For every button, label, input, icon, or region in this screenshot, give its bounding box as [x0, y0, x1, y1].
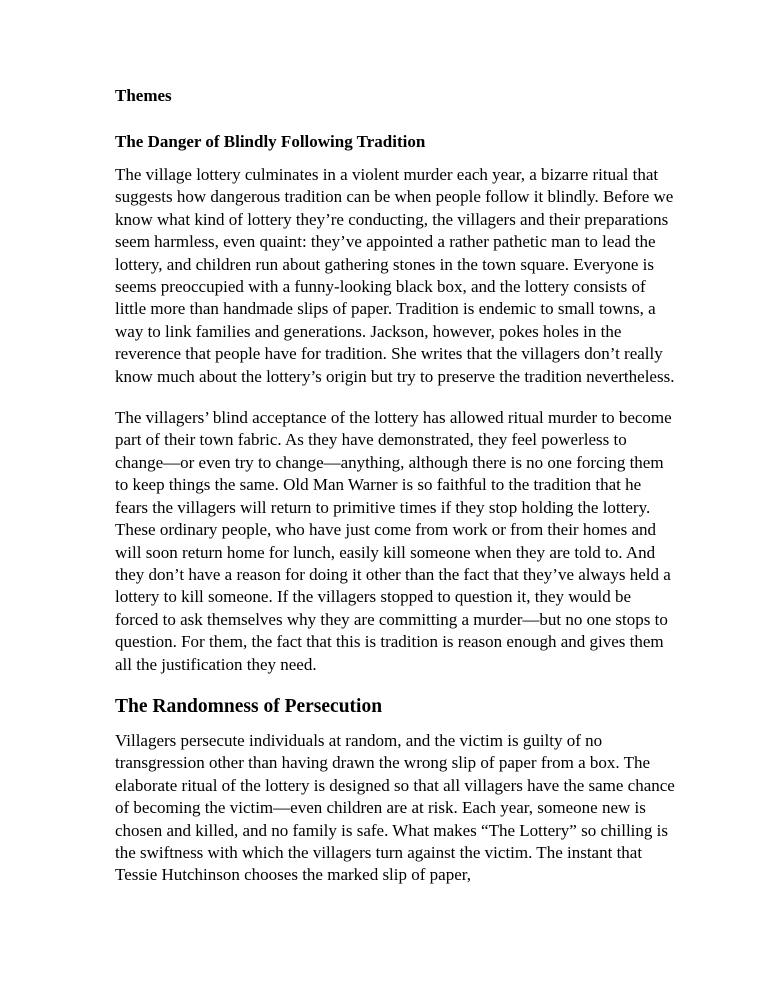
document-content [115, 84, 675, 887]
paragraph: The villagers’ blind acceptance of the lottery has allowed ritual murder to become part of their town fabric. As they have demonstrated, they feel powerless to change—or even try to change—anything, although there is no one forcing them to keep things the same. Old Man Warner is so faithful to the tradition that he fears the villagers will return to primitive times if they stop holding the lottery. These ordinary people, who have just come from work or from their homes and will soon return home for lunch, easily kill someone when they are told to. And they don’t have a reason for doing it other than the fact that they’ve always held a lottery to kill someone. If the villagers stopped to question it, they would be forced to ask themselves why they are committing a murder—but no one stops to question. For them, the fact that this is tradition is reason enough and gives them all the justification they need. [115, 408, 672, 674]
document-heading: Themes [115, 86, 172, 105]
section-title-tradition: The Danger of Blindly Following Tradition [115, 132, 426, 151]
paragraph: The village lottery culminates in a violent murder each year, a bizarre ritual that suggests how dangerous tradition can be when people follow it blindly. Before we know what kind of lottery they’re conducting, the villagers and their preparations seem harmless, even quaint: they’ve appointed a rather pathetic man to lead the lottery, and children run about gathering stones in the town square. Everyone is seems preoccupied with a funny-looking black box, and the lottery consists of little more than handmade slips of paper. Tradition is endemic to small towns, a way to link families and generations. Jackson, however, pokes holes in the reverence that people have for tradition. She writes that the villagers don’t really know much about the lottery’s origin but try to preserve the tradition nevertheless. [115, 165, 675, 386]
paragraph: Villagers persecute individuals at random, and the victim is guilty of no transgression other than having drawn the wrong slip of paper from a box. The elaborate ritual of the lottery is designed so that all villagers have the same chance of becoming the victim—even children are at risk. Each year, someone new is chosen and killed, and no family is safe. What makes “The Lottery” so chilling is the swiftness with which the villagers turn against the victim. The instant that Tessie Hutchinson chooses the marked slip of paper, [115, 730, 675, 885]
section-title-persecution: The Randomness of Persecution [115, 695, 383, 717]
